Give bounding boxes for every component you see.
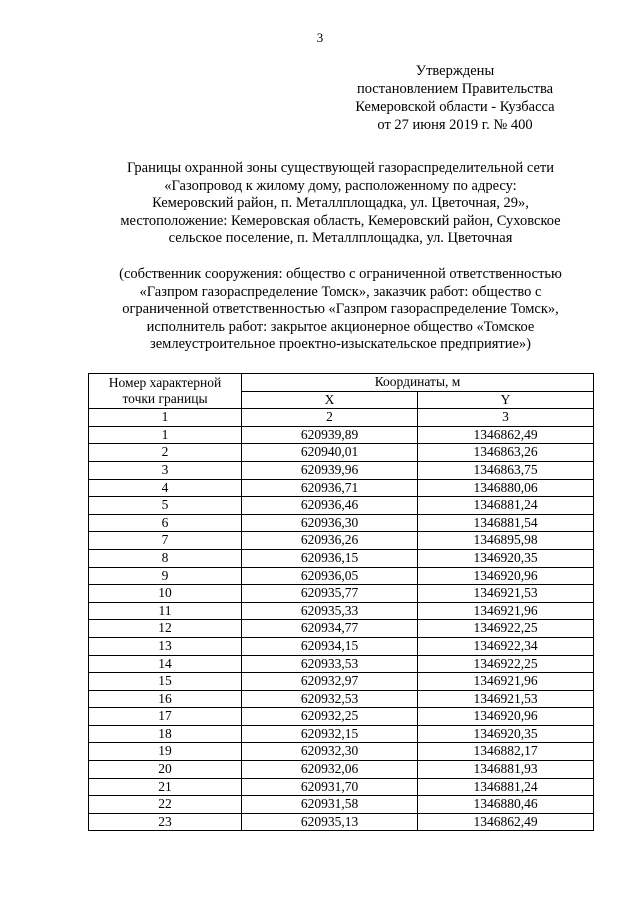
y-coordinate-cell: 1346921,53 — [418, 690, 594, 708]
y-coordinate-cell: 1346881,54 — [418, 514, 594, 532]
table-row — [89, 567, 594, 585]
table-row — [89, 796, 594, 814]
y-coordinate-cell: 1346921,53 — [418, 585, 594, 603]
y-coordinate-cell: 1346895,98 — [418, 532, 594, 550]
header-point-number — [89, 374, 242, 409]
approval-line: Кемеровской области - Кузбасса — [355, 99, 555, 115]
x-coordinate-cell: 620932,15 — [242, 725, 418, 743]
x-coordinate-cell: 620936,30 — [242, 514, 418, 532]
approval-block — [320, 62, 590, 134]
y-coordinate-cell: 1346922,25 — [418, 620, 594, 638]
x-coordinate-cell: 620934,77 — [242, 620, 418, 638]
y-coordinate-cell: 1346921,96 — [418, 673, 594, 691]
point-number-cell: 12 — [89, 620, 242, 638]
approval-line: от 27 июня 2019 г. № 400 — [377, 117, 533, 133]
y-coordinate-cell: 1346920,96 — [418, 708, 594, 726]
y-coordinate-cell: 1346921,96 — [418, 602, 594, 620]
x-coordinate-cell: 620940,01 — [242, 444, 418, 462]
point-number-cell: 2 — [89, 444, 242, 462]
x-coordinate-cell: 620936,15 — [242, 549, 418, 567]
document-heading — [88, 160, 593, 248]
approval-line: Утверждены — [415, 63, 495, 79]
parties-note — [88, 266, 593, 354]
header-coordinates: Координаты, м — [242, 374, 594, 392]
table-row — [89, 497, 594, 515]
x-coordinate-cell: 620932,30 — [242, 743, 418, 761]
x-coordinate-cell: 620935,33 — [242, 602, 418, 620]
header-point-line1: Номер характерной — [108, 374, 222, 390]
table-row — [89, 673, 594, 691]
coordinates-table — [88, 373, 594, 831]
y-coordinate-cell: 1346920,35 — [418, 725, 594, 743]
x-coordinate-cell: 620936,05 — [242, 567, 418, 585]
x-coordinate-cell: 620931,58 — [242, 796, 418, 814]
column-number: 1 — [89, 409, 242, 427]
y-coordinate-cell: 1346881,93 — [418, 761, 594, 779]
y-coordinate-cell: 1346882,17 — [418, 743, 594, 761]
y-coordinate-cell: 1346863,26 — [418, 444, 594, 462]
parties-line: землеустроительное проектно-изыскательское предприятие») — [150, 336, 531, 352]
point-number-cell: 4 — [89, 479, 242, 497]
column-number: 2 — [242, 409, 418, 427]
header-x: X — [242, 391, 418, 409]
table-row — [89, 690, 594, 708]
heading-line: Кемеровский район, п. Металлплощадка, ул. Цветочная, 29», — [152, 195, 529, 211]
y-coordinate-cell: 1346862,49 — [418, 426, 594, 444]
point-number-cell: 14 — [89, 655, 242, 673]
y-coordinate-cell: 1346920,96 — [418, 567, 594, 585]
table-row — [89, 461, 594, 479]
table-row — [89, 479, 594, 497]
point-number-cell: 11 — [89, 602, 242, 620]
point-number-cell: 21 — [89, 778, 242, 796]
parties-line: «Газпром газораспределение Томск», заказчик работ: общество с — [139, 283, 542, 300]
point-number-cell: 7 — [89, 532, 242, 550]
heading-line: сельское поселение, п. Металлплощадка, ул. Цветочная — [168, 230, 513, 246]
x-coordinate-cell: 620932,97 — [242, 673, 418, 691]
table-row — [89, 602, 594, 620]
y-coordinate-cell: 1346922,25 — [418, 655, 594, 673]
y-coordinate-cell: 1346880,46 — [418, 796, 594, 814]
point-number-cell: 17 — [89, 708, 242, 726]
point-number-cell: 8 — [89, 549, 242, 567]
table-row — [89, 743, 594, 761]
x-coordinate-cell: 620932,25 — [242, 708, 418, 726]
table-row — [89, 761, 594, 779]
table-row — [89, 549, 594, 567]
y-coordinate-cell: 1346920,35 — [418, 549, 594, 567]
page-number: 3 — [316, 30, 324, 45]
heading-line: местоположение: Кемеровская область, Кемеровский район, Суховское — [120, 212, 561, 229]
y-coordinate-cell: 1346863,75 — [418, 461, 594, 479]
point-number-cell: 20 — [89, 761, 242, 779]
table-row — [89, 708, 594, 726]
table-row — [89, 444, 594, 462]
table-row — [89, 655, 594, 673]
y-coordinate-cell: 1346881,24 — [418, 497, 594, 515]
x-coordinate-cell: 620939,96 — [242, 461, 418, 479]
point-number-cell: 5 — [89, 497, 242, 515]
point-number-cell: 16 — [89, 690, 242, 708]
point-number-cell: 1 — [89, 426, 242, 444]
x-coordinate-cell: 620939,89 — [242, 426, 418, 444]
parties-line: ограниченной ответственностью «Газпром газораспределение Томск», — [122, 301, 559, 317]
x-coordinate-cell: 620932,06 — [242, 761, 418, 779]
table-row — [89, 778, 594, 796]
point-number-cell: 23 — [89, 813, 242, 831]
point-number-cell: 15 — [89, 673, 242, 691]
header-y: Y — [418, 391, 594, 409]
point-number-cell: 22 — [89, 796, 242, 814]
table-row — [89, 813, 594, 831]
coordinates-body — [89, 426, 594, 831]
x-coordinate-cell: 620934,15 — [242, 637, 418, 655]
parties-line: (собственник сооружения: общество с ограниченной ответственностью — [119, 266, 562, 282]
x-coordinate-cell: 620936,46 — [242, 497, 418, 515]
column-number: 3 — [418, 409, 594, 427]
point-number-cell: 3 — [89, 461, 242, 479]
point-number-cell: 10 — [89, 585, 242, 603]
header-point-line2: точки границы — [122, 391, 208, 407]
x-coordinate-cell: 620936,26 — [242, 532, 418, 550]
point-number-cell: 13 — [89, 637, 242, 655]
y-coordinate-cell: 1346881,24 — [418, 778, 594, 796]
table-row — [89, 426, 594, 444]
parties-line: исполнитель работ: закрытое акционерное общество «Томское — [146, 318, 535, 335]
table-row — [89, 514, 594, 532]
table-row — [89, 725, 594, 743]
point-number-cell: 18 — [89, 725, 242, 743]
approval-line: постановлением Правительства — [356, 81, 554, 97]
x-coordinate-cell: 620935,77 — [242, 585, 418, 603]
y-coordinate-cell: 1346922,34 — [418, 637, 594, 655]
heading-line: «Газопровод к жилому дому, расположенному по адресу: — [164, 177, 517, 194]
point-number-cell: 19 — [89, 743, 242, 761]
y-coordinate-cell: 1346862,49 — [418, 813, 594, 831]
table-row — [89, 620, 594, 638]
y-coordinate-cell: 1346880,06 — [418, 479, 594, 497]
heading-line: Границы охранной зоны существующей газораспределительной сети — [126, 160, 555, 176]
x-coordinate-cell: 620931,70 — [242, 778, 418, 796]
point-number-cell: 6 — [89, 514, 242, 532]
x-coordinate-cell: 620933,53 — [242, 655, 418, 673]
point-number-cell: 9 — [89, 567, 242, 585]
table-row — [89, 532, 594, 550]
table-row — [89, 637, 594, 655]
x-coordinate-cell: 620932,53 — [242, 690, 418, 708]
x-coordinate-cell: 620936,71 — [242, 479, 418, 497]
x-coordinate-cell: 620935,13 — [242, 813, 418, 831]
table-row — [89, 585, 594, 603]
